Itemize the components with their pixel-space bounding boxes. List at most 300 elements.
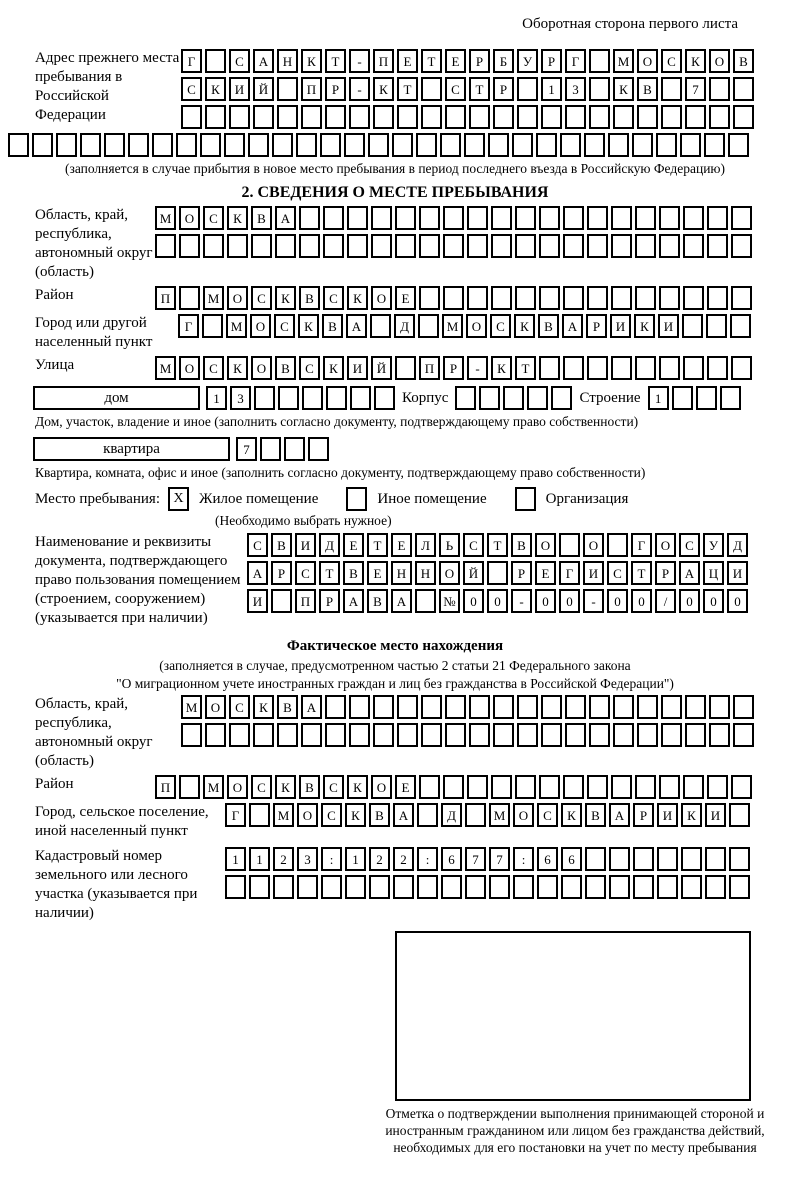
char-box[interactable]: Е (391, 533, 412, 557)
char-box[interactable]: И (657, 803, 678, 827)
char-box[interactable]: 2 (393, 847, 414, 871)
char-box[interactable]: 0 (487, 589, 508, 613)
char-box[interactable] (272, 133, 293, 157)
char-box[interactable]: П (155, 286, 176, 310)
char-box[interactable] (277, 105, 298, 129)
char-box[interactable]: Т (487, 533, 508, 557)
char-box[interactable] (225, 875, 246, 899)
char-box[interactable] (371, 234, 392, 258)
char-box[interactable] (539, 775, 560, 799)
zhiloe-checkbox[interactable]: X (168, 487, 189, 511)
char-box[interactable]: К (205, 77, 226, 101)
char-box[interactable] (302, 386, 323, 410)
char-box[interactable]: О (371, 775, 392, 799)
char-box[interactable] (503, 386, 524, 410)
char-box[interactable]: 1 (345, 847, 366, 871)
char-box[interactable] (350, 386, 371, 410)
char-box[interactable] (563, 206, 584, 230)
char-box[interactable]: Д (319, 533, 340, 557)
kadastr-row-2[interactable] (225, 875, 750, 899)
char-box[interactable]: М (613, 49, 634, 73)
char-box[interactable] (707, 206, 728, 230)
char-box[interactable]: В (538, 314, 559, 338)
char-box[interactable] (284, 437, 305, 461)
char-box[interactable] (419, 286, 440, 310)
char-box[interactable] (349, 723, 370, 747)
char-box[interactable] (733, 105, 754, 129)
char-box[interactable] (733, 695, 754, 719)
char-box[interactable] (608, 133, 629, 157)
char-box[interactable] (515, 775, 536, 799)
char-box[interactable]: 6 (561, 847, 582, 871)
char-box[interactable]: Й (463, 561, 484, 585)
char-box[interactable] (637, 723, 658, 747)
char-box[interactable] (565, 723, 586, 747)
char-box[interactable] (467, 234, 488, 258)
char-box[interactable] (323, 206, 344, 230)
char-box[interactable]: К (275, 286, 296, 310)
char-box[interactable]: Г (631, 533, 652, 557)
oblast-row-2[interactable] (155, 234, 752, 258)
char-box[interactable]: М (203, 775, 224, 799)
char-box[interactable] (179, 286, 200, 310)
char-box[interactable] (128, 133, 149, 157)
char-box[interactable]: О (251, 356, 272, 380)
char-box[interactable] (493, 105, 514, 129)
char-box[interactable] (517, 723, 538, 747)
char-box[interactable] (395, 206, 416, 230)
char-box[interactable] (661, 77, 682, 101)
char-box[interactable] (685, 105, 706, 129)
char-box[interactable] (515, 234, 536, 258)
document-row-2[interactable] (247, 561, 748, 585)
char-box[interactable]: Е (367, 561, 388, 585)
char-box[interactable] (683, 356, 704, 380)
char-box[interactable]: П (301, 77, 322, 101)
char-box[interactable]: Р (325, 77, 346, 101)
char-box[interactable] (297, 875, 318, 899)
char-box[interactable]: К (613, 77, 634, 101)
char-box[interactable]: Т (515, 356, 536, 380)
char-box[interactable]: С (679, 533, 700, 557)
char-box[interactable]: Р (271, 561, 292, 585)
char-box[interactable]: В (585, 803, 606, 827)
char-box[interactable]: К (561, 803, 582, 827)
char-box[interactable] (730, 314, 751, 338)
char-box[interactable]: О (637, 49, 658, 73)
char-box[interactable] (587, 775, 608, 799)
char-box[interactable]: : (417, 847, 438, 871)
char-box[interactable]: Р (493, 77, 514, 101)
gorod-row[interactable] (178, 314, 751, 338)
char-box[interactable] (465, 875, 486, 899)
char-box[interactable] (537, 875, 558, 899)
char-box[interactable] (589, 77, 610, 101)
char-box[interactable]: - (349, 77, 370, 101)
char-box[interactable] (733, 723, 754, 747)
char-box[interactable] (203, 234, 224, 258)
char-box[interactable] (421, 723, 442, 747)
char-box[interactable]: П (155, 775, 176, 799)
char-box[interactable] (587, 234, 608, 258)
char-box[interactable] (373, 105, 394, 129)
char-box[interactable]: В (275, 356, 296, 380)
char-box[interactable] (709, 105, 730, 129)
char-box[interactable]: 1 (541, 77, 562, 101)
char-box[interactable]: № (439, 589, 460, 613)
char-box[interactable] (421, 105, 442, 129)
char-box[interactable] (181, 723, 202, 747)
char-box[interactable]: Н (391, 561, 412, 585)
char-box[interactable] (563, 775, 584, 799)
char-box[interactable]: 1 (648, 386, 669, 410)
dom-number-boxes[interactable] (206, 386, 395, 410)
char-box[interactable] (260, 437, 281, 461)
char-box[interactable]: А (609, 803, 630, 827)
char-box[interactable]: Д (727, 533, 748, 557)
char-box[interactable] (273, 875, 294, 899)
char-box[interactable] (488, 133, 509, 157)
char-box[interactable]: А (253, 49, 274, 73)
char-box[interactable]: К (491, 356, 512, 380)
char-box[interactable] (539, 234, 560, 258)
char-box[interactable] (682, 314, 703, 338)
char-box[interactable]: 7 (236, 437, 257, 461)
char-box[interactable]: 0 (631, 589, 652, 613)
char-box[interactable] (205, 723, 226, 747)
char-box[interactable]: А (247, 561, 268, 585)
char-box[interactable] (515, 206, 536, 230)
char-box[interactable]: Е (535, 561, 556, 585)
char-box[interactable]: И (247, 589, 268, 613)
char-box[interactable] (443, 206, 464, 230)
char-box[interactable] (248, 133, 269, 157)
char-box[interactable] (253, 105, 274, 129)
char-box[interactable]: В (277, 695, 298, 719)
char-box[interactable] (611, 206, 632, 230)
char-box[interactable] (563, 286, 584, 310)
char-box[interactable] (720, 386, 741, 410)
oblast2-row-2[interactable] (181, 723, 754, 747)
char-box[interactable]: К (347, 286, 368, 310)
char-box[interactable]: : (513, 847, 534, 871)
char-box[interactable]: Б (493, 49, 514, 73)
char-box[interactable] (635, 775, 656, 799)
char-box[interactable]: 7 (465, 847, 486, 871)
char-box[interactable]: С (251, 286, 272, 310)
char-box[interactable]: Г (178, 314, 199, 338)
char-box[interactable] (729, 875, 750, 899)
char-box[interactable]: У (517, 49, 538, 73)
char-box[interactable] (202, 314, 223, 338)
char-box[interactable] (469, 105, 490, 129)
char-box[interactable]: 1 (206, 386, 227, 410)
char-box[interactable]: П (295, 589, 316, 613)
char-box[interactable] (417, 803, 438, 827)
organizatsiya-checkbox[interactable] (515, 487, 536, 511)
char-box[interactable] (635, 356, 656, 380)
char-box[interactable]: А (301, 695, 322, 719)
char-box[interactable] (657, 847, 678, 871)
char-box[interactable]: В (367, 589, 388, 613)
char-box[interactable] (445, 695, 466, 719)
prev-address-row-3[interactable] (181, 105, 754, 129)
char-box[interactable] (301, 105, 322, 129)
char-box[interactable]: О (227, 286, 248, 310)
char-box[interactable] (368, 133, 389, 157)
char-box[interactable]: Т (631, 561, 652, 585)
char-box[interactable] (705, 847, 726, 871)
char-box[interactable]: В (271, 533, 292, 557)
char-box[interactable] (489, 875, 510, 899)
char-box[interactable]: И (658, 314, 679, 338)
char-box[interactable] (635, 286, 656, 310)
char-box[interactable] (709, 695, 730, 719)
char-box[interactable] (224, 133, 245, 157)
char-box[interactable] (685, 723, 706, 747)
char-box[interactable]: О (371, 286, 392, 310)
char-box[interactable] (251, 234, 272, 258)
char-box[interactable] (374, 386, 395, 410)
char-box[interactable] (445, 723, 466, 747)
char-box[interactable] (731, 775, 752, 799)
char-box[interactable]: - (349, 49, 370, 73)
char-box[interactable]: Р (541, 49, 562, 73)
char-box[interactable] (227, 234, 248, 258)
char-box[interactable]: Р (469, 49, 490, 73)
char-box[interactable] (584, 133, 605, 157)
char-box[interactable] (325, 723, 346, 747)
char-box[interactable]: О (439, 561, 460, 585)
raion-row[interactable] (155, 286, 752, 310)
char-box[interactable] (517, 77, 538, 101)
char-box[interactable] (609, 847, 630, 871)
char-box[interactable]: С (181, 77, 202, 101)
char-box[interactable] (539, 286, 560, 310)
char-box[interactable]: С (299, 356, 320, 380)
char-box[interactable] (455, 386, 476, 410)
char-box[interactable]: С (490, 314, 511, 338)
char-box[interactable]: О (179, 206, 200, 230)
char-box[interactable] (467, 206, 488, 230)
char-box[interactable]: 1 (249, 847, 270, 871)
char-box[interactable]: И (583, 561, 604, 585)
char-box[interactable]: Г (559, 561, 580, 585)
char-box[interactable]: Т (421, 49, 442, 73)
char-box[interactable] (731, 206, 752, 230)
char-box[interactable]: Т (367, 533, 388, 557)
char-box[interactable] (371, 206, 392, 230)
char-box[interactable]: Т (325, 49, 346, 73)
char-box[interactable] (513, 875, 534, 899)
char-box[interactable]: 7 (685, 77, 706, 101)
char-box[interactable]: В (343, 561, 364, 585)
char-box[interactable]: Р (655, 561, 676, 585)
char-box[interactable] (709, 723, 730, 747)
char-box[interactable] (323, 234, 344, 258)
char-box[interactable] (491, 286, 512, 310)
char-box[interactable]: К (685, 49, 706, 73)
char-box[interactable]: С (203, 356, 224, 380)
char-box[interactable]: А (275, 206, 296, 230)
char-box[interactable] (731, 356, 752, 380)
char-box[interactable]: В (322, 314, 343, 338)
char-box[interactable]: А (391, 589, 412, 613)
char-box[interactable] (707, 775, 728, 799)
char-box[interactable]: В (299, 775, 320, 799)
char-box[interactable]: Т (469, 77, 490, 101)
char-box[interactable] (200, 133, 221, 157)
char-box[interactable] (659, 775, 680, 799)
char-box[interactable] (613, 723, 634, 747)
char-box[interactable] (299, 206, 320, 230)
char-box[interactable] (672, 386, 693, 410)
char-box[interactable]: 0 (703, 589, 724, 613)
char-box[interactable] (635, 206, 656, 230)
oblast2-row-1[interactable] (181, 695, 754, 719)
ulitsa-row[interactable] (155, 356, 752, 380)
char-box[interactable] (706, 314, 727, 338)
char-box[interactable] (299, 234, 320, 258)
char-box[interactable]: В (299, 286, 320, 310)
char-box[interactable] (681, 847, 702, 871)
char-box[interactable] (633, 875, 654, 899)
gorod2-row[interactable] (225, 803, 750, 827)
document-row-3[interactable] (247, 589, 748, 613)
char-box[interactable]: С (661, 49, 682, 73)
char-box[interactable] (491, 234, 512, 258)
kadastr-row-1[interactable] (225, 847, 750, 871)
char-box[interactable] (152, 133, 173, 157)
char-box[interactable]: С (203, 206, 224, 230)
char-box[interactable]: К (347, 775, 368, 799)
char-box[interactable]: Г (181, 49, 202, 73)
char-box[interactable] (512, 133, 533, 157)
char-box[interactable]: О (179, 356, 200, 380)
char-box[interactable]: Е (445, 49, 466, 73)
char-box[interactable] (467, 286, 488, 310)
char-box[interactable]: 7 (489, 847, 510, 871)
char-box[interactable] (683, 234, 704, 258)
char-box[interactable] (731, 286, 752, 310)
char-box[interactable] (565, 695, 586, 719)
char-box[interactable] (181, 105, 202, 129)
char-box[interactable] (249, 875, 270, 899)
char-box[interactable] (563, 234, 584, 258)
char-box[interactable]: С (295, 561, 316, 585)
char-box[interactable]: С (251, 775, 272, 799)
char-box[interactable]: К (323, 356, 344, 380)
char-box[interactable] (254, 386, 275, 410)
char-box[interactable] (659, 234, 680, 258)
char-box[interactable] (443, 234, 464, 258)
char-box[interactable] (517, 695, 538, 719)
char-box[interactable] (326, 386, 347, 410)
char-box[interactable] (441, 875, 462, 899)
char-box[interactable] (397, 695, 418, 719)
char-box[interactable] (369, 875, 390, 899)
char-box[interactable] (469, 695, 490, 719)
char-box[interactable] (419, 234, 440, 258)
char-box[interactable]: Р (319, 589, 340, 613)
char-box[interactable]: К (634, 314, 655, 338)
char-box[interactable] (657, 875, 678, 899)
char-box[interactable] (561, 875, 582, 899)
char-box[interactable] (704, 133, 725, 157)
char-box[interactable] (681, 875, 702, 899)
char-box[interactable]: 6 (537, 847, 558, 871)
char-box[interactable]: 3 (297, 847, 318, 871)
char-box[interactable] (373, 695, 394, 719)
char-box[interactable] (370, 314, 391, 338)
char-box[interactable]: О (466, 314, 487, 338)
char-box[interactable]: Р (633, 803, 654, 827)
char-box[interactable] (393, 875, 414, 899)
char-box[interactable]: М (155, 206, 176, 230)
prev-address-row-1[interactable] (181, 49, 754, 73)
char-box[interactable]: 0 (727, 589, 748, 613)
char-box[interactable]: М (273, 803, 294, 827)
char-box[interactable]: - (467, 356, 488, 380)
char-box[interactable]: М (442, 314, 463, 338)
char-box[interactable] (729, 847, 750, 871)
char-box[interactable]: / (655, 589, 676, 613)
char-box[interactable] (729, 803, 750, 827)
char-box[interactable]: П (419, 356, 440, 380)
char-box[interactable]: Р (586, 314, 607, 338)
char-box[interactable] (344, 133, 365, 157)
char-box[interactable] (683, 206, 704, 230)
char-box[interactable] (80, 133, 101, 157)
char-box[interactable] (493, 695, 514, 719)
char-box[interactable] (249, 803, 270, 827)
char-box[interactable] (611, 775, 632, 799)
char-box[interactable]: С (229, 695, 250, 719)
char-box[interactable] (587, 356, 608, 380)
char-box[interactable] (373, 723, 394, 747)
char-box[interactable] (395, 356, 416, 380)
char-box[interactable]: А (343, 589, 364, 613)
char-box[interactable] (609, 875, 630, 899)
char-box[interactable]: Т (319, 561, 340, 585)
char-box[interactable] (301, 723, 322, 747)
char-box[interactable] (320, 133, 341, 157)
char-box[interactable] (321, 875, 342, 899)
char-box[interactable]: 0 (463, 589, 484, 613)
char-box[interactable] (709, 77, 730, 101)
char-box[interactable] (419, 206, 440, 230)
char-box[interactable]: М (203, 286, 224, 310)
char-box[interactable] (253, 723, 274, 747)
char-box[interactable] (155, 234, 176, 258)
char-box[interactable]: Д (441, 803, 462, 827)
char-box[interactable] (104, 133, 125, 157)
char-box[interactable] (392, 133, 413, 157)
char-box[interactable] (275, 234, 296, 258)
char-box[interactable] (559, 533, 580, 557)
char-box[interactable] (347, 206, 368, 230)
char-box[interactable] (585, 847, 606, 871)
char-box[interactable] (205, 105, 226, 129)
char-box[interactable]: Р (443, 356, 464, 380)
char-box[interactable]: И (229, 77, 250, 101)
char-box[interactable] (467, 775, 488, 799)
char-box[interactable] (541, 695, 562, 719)
char-box[interactable] (421, 77, 442, 101)
char-box[interactable] (419, 775, 440, 799)
char-box[interactable]: К (253, 695, 274, 719)
char-box[interactable]: - (583, 589, 604, 613)
